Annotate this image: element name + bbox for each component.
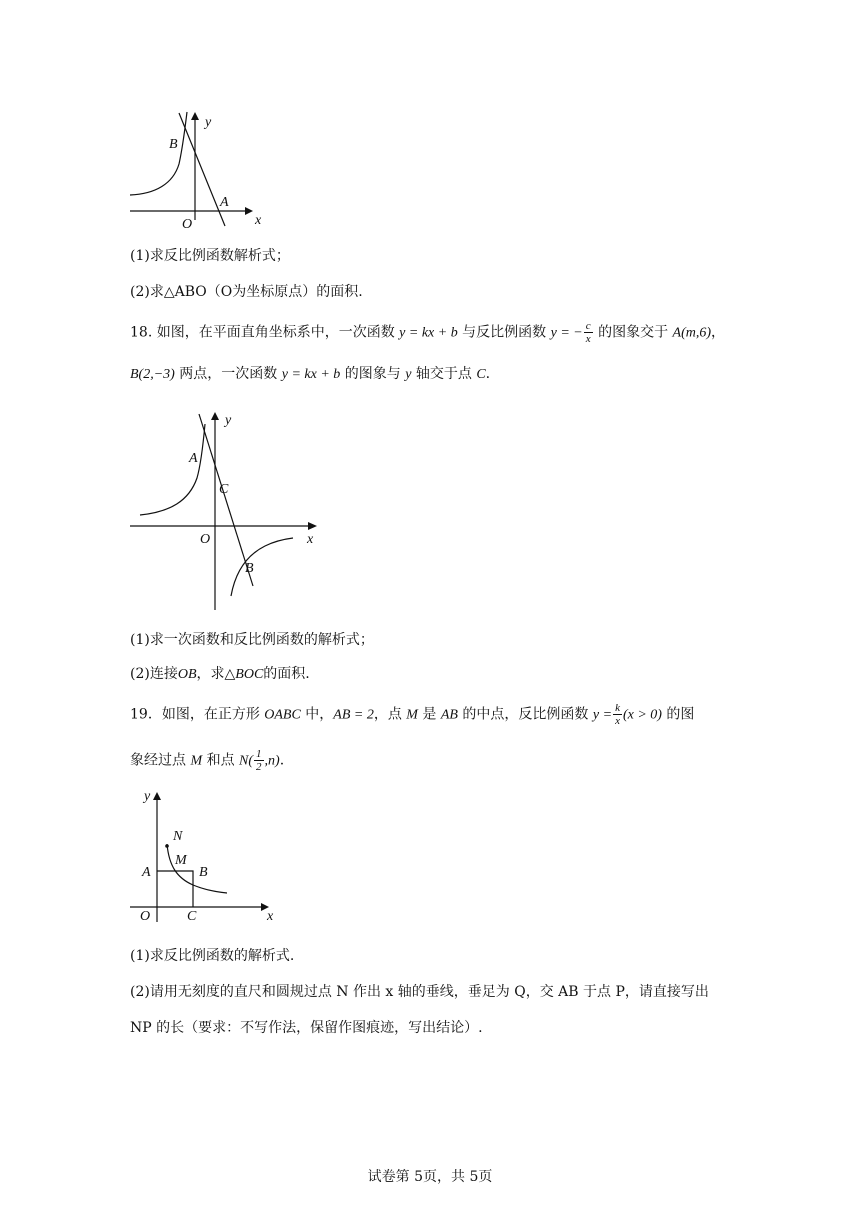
label-C: C [219, 482, 229, 497]
q18-stem-line2: B(2,−3) 两点，一次函数 y = kx + b 的图象与 y 轴交于点 C. [130, 366, 491, 382]
q19-part1: (1)求反比例函数的解析式. [130, 948, 295, 964]
x-axis-arrow [245, 207, 253, 215]
q18-part2: (2)连接OB，求△BOC的面积. [130, 666, 310, 682]
square-OABC [157, 871, 193, 907]
hyperbola-branch-2nd-quadrant [140, 424, 205, 515]
label-A: A [220, 195, 229, 210]
y-axis-arrow [191, 112, 199, 120]
y-axis-arrow [153, 792, 161, 800]
label-N: N [173, 829, 183, 844]
q17-part1: (1)求反比例函数解析式； [130, 248, 290, 264]
q19-part2-line2: NP 的长（要求：不写作法，保留作图痕迹，写出结论）. [130, 1020, 483, 1036]
label-C: C [187, 909, 197, 924]
label-B: B [245, 561, 254, 576]
q18-stem-line1: 18. 如图，在平面直角坐标系中，一次函数 y = kx + b 与反比例函数 y = − $\frac{c}{x}$ 的图象交于 A(m,6)， [130, 320, 726, 345]
label-y: y [144, 789, 151, 804]
label-M: M [175, 853, 187, 868]
label-O: O [140, 909, 151, 924]
q19-part2-line1: (2)请用无刻度的直尺和圆规过点 N 作出 x 轴的垂线，垂足为 Q，交 AB 于点 P，请直接写出 [130, 984, 709, 1000]
figure-q19 [125, 784, 285, 926]
point-N [165, 844, 169, 848]
label-O: O [200, 532, 211, 547]
label-y: y [205, 115, 212, 130]
label-x: x [307, 532, 314, 547]
hyperbola-curve [167, 844, 227, 893]
figure-q17 [125, 108, 265, 233]
label-B: B [169, 137, 178, 152]
q18-part1: (1)求一次函数和反比例函数的解析式； [130, 632, 374, 648]
q19-stem-line2: 象经过点 M 和点 N( $\frac{1}{2}$ ,n). [130, 748, 285, 773]
label-A: A [189, 451, 198, 466]
label-O: O [182, 217, 193, 232]
q17-part2: (2)求△ABO（O为坐标原点）的面积. [130, 284, 363, 300]
page-footer: 试卷第 5页，共 5页 [367, 1169, 493, 1185]
label-y: y [225, 413, 232, 428]
y-axis-arrow [211, 412, 219, 420]
linear-function-line [179, 113, 225, 226]
hyperbola-curve [130, 112, 187, 195]
q19-stem-line1: 19．如图，在正方形 OABC 中，AB = 2，点 M 是 AB 的中点，反比例函数 y = $\frac{k}{x}$ (x > 0) 的图 [130, 702, 695, 727]
x-axis-arrow [308, 522, 317, 530]
label-x: x [267, 909, 274, 924]
label-B: B [199, 865, 208, 880]
figure-q18 [125, 406, 335, 616]
label-x: x [255, 213, 262, 228]
label-A: A [142, 865, 151, 880]
